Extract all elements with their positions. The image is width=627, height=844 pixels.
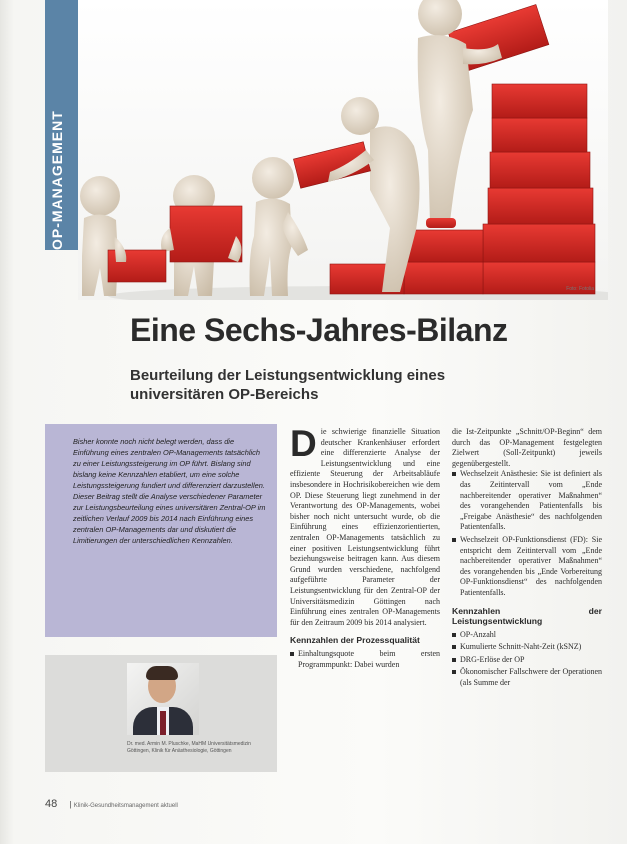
footer-separator: | xyxy=(69,800,72,809)
figures-stacking-blocks-illustration xyxy=(78,0,608,300)
section-tab xyxy=(45,0,78,250)
page-number: 48 xyxy=(45,798,58,810)
list-item: Wechselzeit OP-Funktionsdienst (FD): Sie entspricht dem Zeitintervall vom „Ende nachbereitender operativer Maßnahmen“ des vorangehenden bis „Ende Vorbereitung OP-Funktionsdienst“ des nachfolgenden Patientenfalls. xyxy=(452,535,602,599)
image-credit: Foto: Fotolia xyxy=(566,286,594,292)
article-subtitle: Beurteilung der Leistungsentwicklung eines universitären OP-Bereichs xyxy=(130,367,446,403)
body-paragraph-1: ie schwierige finanzielle Situation deutscher Krankenhäuser erfordert eine differenzierte Analyse der Leistungsentwicklung und eine effiziente Steuerung der Arbeitsabläufe insbesondere in Hochrisikobereichen wie dem OP. Diese Steuerung liegt zunehmend in der Verantwortung des OP-Managements, wobei bisher noch nicht untersucht wurde, ob die Einführung eines effizienzorientierten, zentralen OP-Managements tatsächlich zu einer positiven Leistungsentwicklung führt beziehungsweise beitragen kann. Aus diesem Grund wurden verschiedene, nachfolgend aufgeführte Parameter der Leistungsentwicklung für den Zentral-OP der Universitätsmedizin Göttingen nach Einführung eines zentralen OP-Managements für den Zeitraum 2009 bis 2014 analysiert. xyxy=(290,427,440,627)
body-paragraph-2: die Ist-Zeitpunkte „Schnitt/OP-Beginn“ dem durch das OP-Management festgelegten Zielwert (Soll-Zeitpunkt) jeweils gegenübergestellt. xyxy=(452,427,602,468)
author-photo xyxy=(127,663,199,735)
author-caption: Dr. med. Armin M. Pluschke, MaHM Universitätsmedizin Göttingen, Klinik für Anästhesiologie, Göttingen xyxy=(127,741,251,754)
list-item: OP-Anzahl xyxy=(452,630,602,641)
article-title: Eine Sechs-Jahres-Bilanz xyxy=(130,312,508,348)
heading-performance: Kennzahlen der Leistungsentwicklung xyxy=(452,605,602,626)
list-item: Wechselzeit Anästhesie: Sie ist definiert als das Zeitintervall vom „Ende nachbereitender operativer Maßnahmen“ des vorangehenden Patientenfalls bis „Freigabe Anästhesie“ des nachfolgenden Patientenfalls. xyxy=(452,469,602,533)
list-item: Kumulierte Schnitt-Naht-Zeit (kSNZ) xyxy=(452,642,602,653)
list-item: Ökonomischer Fallschwere der Operationen (als Summe der xyxy=(452,667,602,688)
hero-illustration xyxy=(78,0,608,300)
list-item: Einhaltungsquote beim ersten Programmpunkt: Dabei wurden xyxy=(290,649,440,670)
text-column-2 xyxy=(452,427,602,690)
list-item: DRG-Erlöse der OP xyxy=(452,655,602,666)
author-box xyxy=(45,655,277,772)
text-column-1 xyxy=(290,423,440,672)
intro-text: Bisher konnte noch nicht belegt werden, dass die Einführung eines zentralen OP-Managements tatsächlich zu einer Leistungssteigerung im OP führt. Bislang sind bislang keine Kennzahlen etabliert, um eine solche Leistungssteigerung fundiert und differenziert darzustellen. Dieser Beitrag stellt die Analyse verschiedener Parameter zur Leistungsbeurteilung eines universitären Zentral-OP im zeitlichen Verlauf 2009 bis 2014 nach Einführung eines zentralen OP-Managements dar und diskutiert die Limitierungen der unterschiedlichen Kennzahlen. xyxy=(73,437,266,545)
page-footer xyxy=(45,798,178,810)
heading-process-quality: Kennzahlen der Prozessqualität xyxy=(290,635,420,646)
drop-cap: D xyxy=(290,423,317,464)
publication-name: Klinik-Gesundheitsmanagement aktuell xyxy=(73,803,178,809)
intro-box xyxy=(45,424,277,637)
section-label: OP-MANAGEMENT xyxy=(49,110,65,250)
